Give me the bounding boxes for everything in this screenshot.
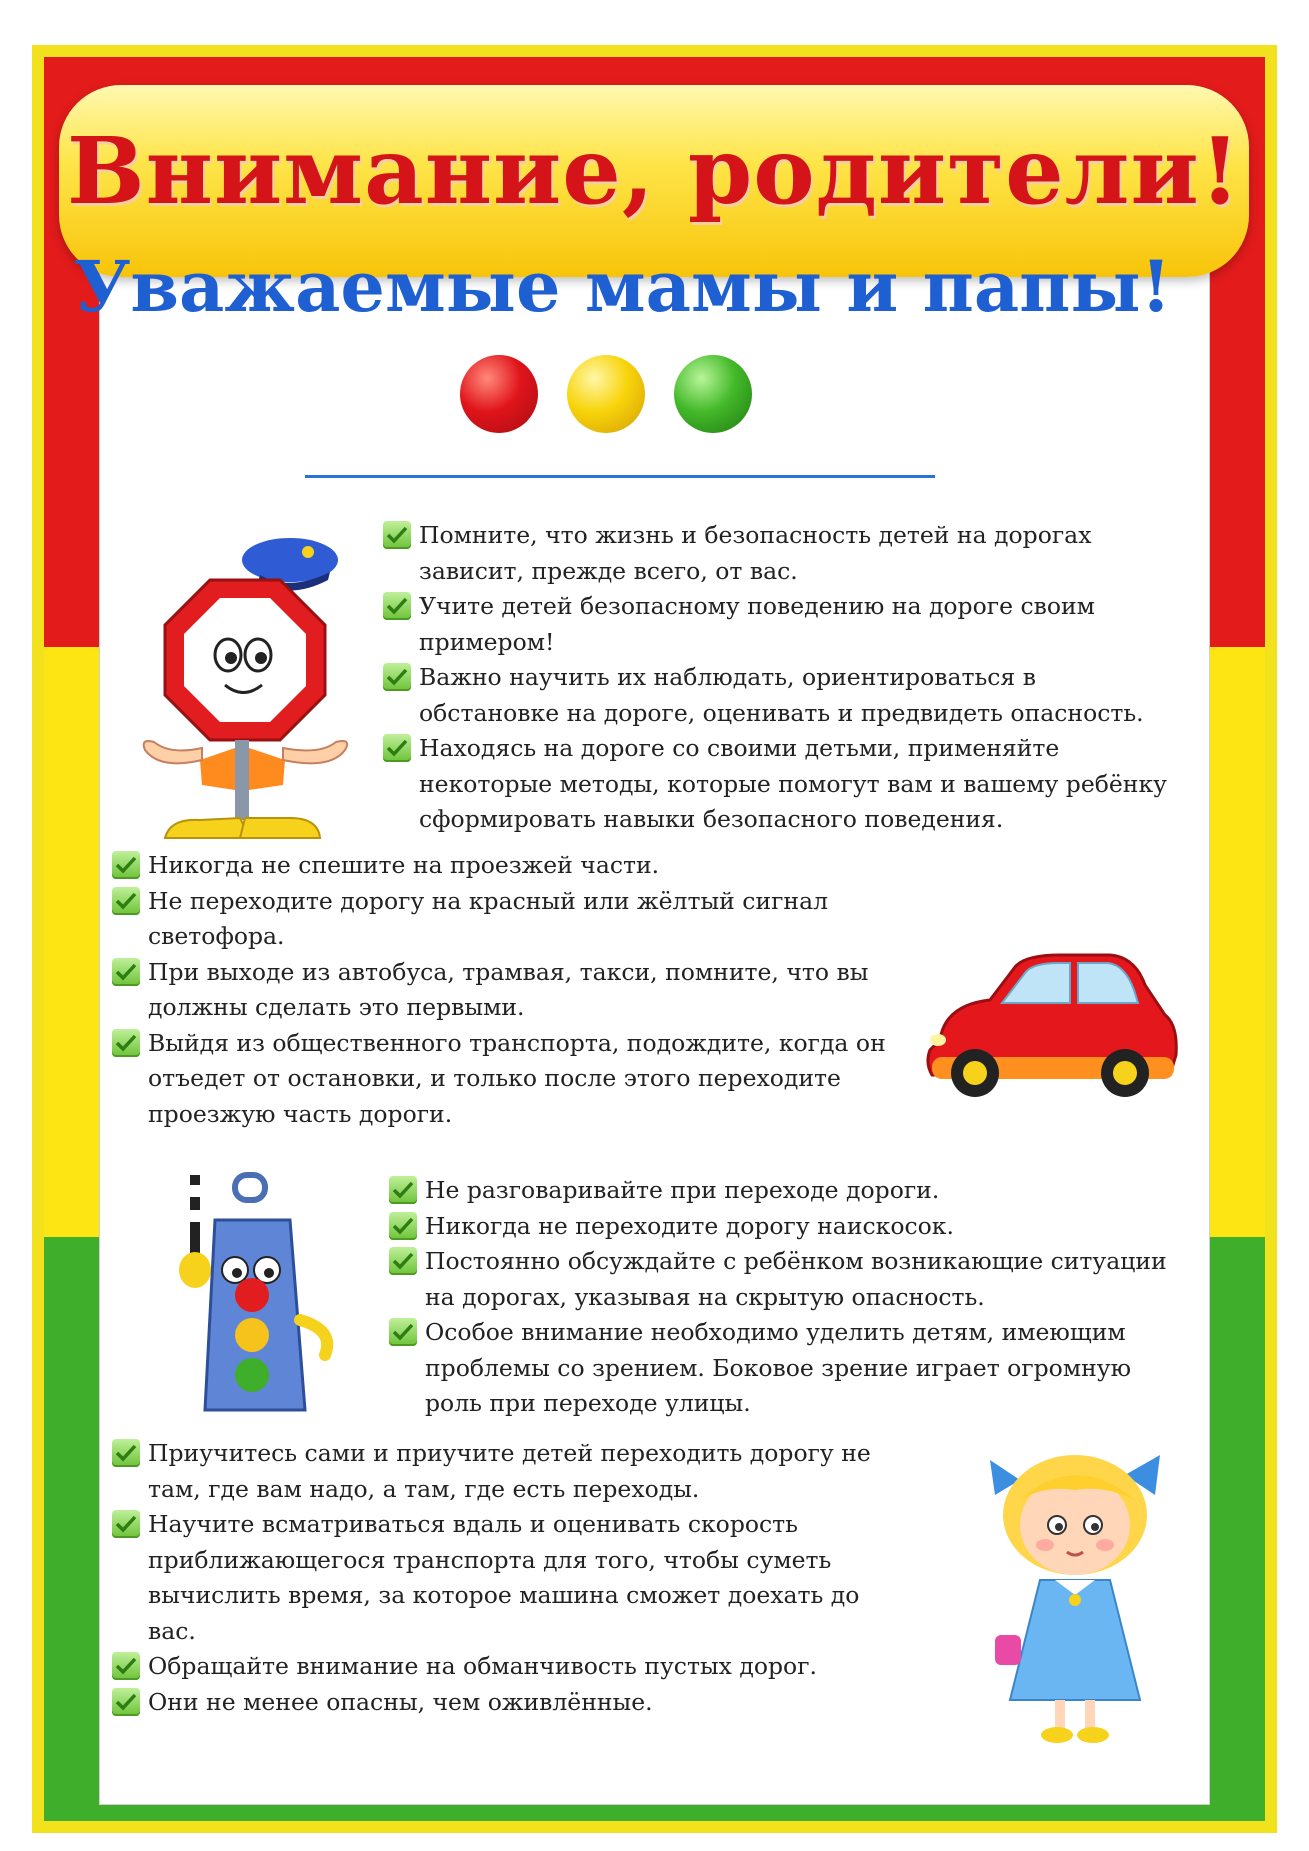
check-icon bbox=[112, 1439, 140, 1467]
tip-text: Научите всматриваться вдаль и оценивать скорость приближающегося транспорта для того, чтобы суметь вычислить время, за которое машина сможет доехать до вас. bbox=[148, 1510, 860, 1645]
tip-item bbox=[389, 1315, 1189, 1422]
check-icon bbox=[383, 592, 411, 620]
check-icon bbox=[112, 1652, 140, 1680]
tip-text: Важно научить их наблюдать, ориентироваться в обстановке на дороге, оценивать и предвидеть опасность. bbox=[419, 663, 1144, 727]
check-icon bbox=[389, 1318, 417, 1346]
check-icon bbox=[112, 1510, 140, 1538]
tip-text: Обращайте внимание на обманчивость пустых дорог. bbox=[148, 1652, 817, 1680]
tip-text: Никогда не спешите на проезжей части. bbox=[148, 851, 660, 879]
check-icon bbox=[112, 1688, 140, 1716]
tip-text: Постоянно обсуждайте с ребёнком возникающие ситуации на дорогах, указывая на скрытую опасность. bbox=[425, 1247, 1167, 1311]
tips-list-1 bbox=[383, 518, 1173, 838]
tip-item bbox=[383, 731, 1173, 838]
tip-item bbox=[383, 589, 1173, 660]
check-icon bbox=[112, 1029, 140, 1057]
tip-text: Они не менее опасны, чем оживлённые. bbox=[148, 1687, 653, 1716]
red-light-icon bbox=[460, 355, 538, 433]
tip-text: Находясь на дороге со своими детьми, применяйте некоторые методы, которые помогут вам и вашему ребёнку сформировать навыки безопасного поведения. bbox=[419, 734, 1167, 833]
tip-item bbox=[112, 884, 902, 955]
check-icon bbox=[112, 851, 140, 879]
tip-text: Выйдя из общественного транспорта, подождите, когда он отъедет от остановки, и только после этого переходите проезжую часть дороги. bbox=[148, 1028, 886, 1128]
tip-text: При выходе из автобуса, трамвая, такси, помните, что вы должны сделать это первыми. bbox=[148, 957, 869, 1021]
tip-text: Не переходите дорогу на красный или жёлтый сигнал светофора. bbox=[148, 886, 829, 950]
car-illustration bbox=[920, 945, 1182, 1110]
tip-item bbox=[383, 518, 1173, 589]
tip-item bbox=[389, 1209, 1189, 1245]
poster-subtitle: Уважаемые мамы и папы! bbox=[73, 245, 1172, 328]
green-light-icon bbox=[674, 355, 752, 433]
tips-list-2 bbox=[112, 848, 902, 1132]
check-icon bbox=[112, 887, 140, 915]
check-icon bbox=[383, 521, 411, 549]
tip-text: Особое внимание необходимо уделить детям, имеющим проблемы со зрением. Боковое зрение играет огромную роль при переходе улицы. bbox=[425, 1318, 1132, 1417]
check-icon bbox=[389, 1212, 417, 1240]
poster-title: Внимание, родители! bbox=[66, 117, 1242, 225]
check-icon bbox=[112, 958, 140, 986]
tips-list-4 bbox=[112, 1436, 902, 1720]
tip-item bbox=[389, 1244, 1189, 1315]
check-icon bbox=[389, 1247, 417, 1275]
tip-item bbox=[389, 1173, 1189, 1209]
tip-item bbox=[112, 848, 902, 884]
tip-item bbox=[112, 1685, 902, 1721]
check-icon bbox=[383, 734, 411, 762]
tip-item bbox=[383, 660, 1173, 731]
tip-text: Учите детей безопасному поведению на дороге своим примером! bbox=[419, 592, 1095, 656]
girl-illustration bbox=[975, 1430, 1175, 1750]
tip-text: Помните, что жизнь и безопасность детей на дорогах зависит, прежде всего, от вас. bbox=[419, 521, 1092, 585]
tip-text: Никогда не переходите дорогу наискосок. bbox=[425, 1211, 954, 1240]
tip-text: Не разговаривайте при переходе дороги. bbox=[425, 1176, 940, 1204]
tip-item bbox=[112, 1507, 902, 1649]
tip-item bbox=[112, 1026, 902, 1133]
tip-item bbox=[112, 1436, 902, 1507]
yellow-light-icon bbox=[567, 355, 645, 433]
tip-text: Приучитесь сами и приучите детей переходить дорогу не там, где вам надо, а там, где есть переходы. bbox=[148, 1439, 871, 1503]
stop-sign-character bbox=[140, 520, 370, 845]
tips-list-3 bbox=[389, 1173, 1189, 1422]
tip-item bbox=[112, 1649, 902, 1685]
traffic-light-character bbox=[175, 1170, 355, 1430]
check-icon bbox=[389, 1176, 417, 1204]
check-icon bbox=[383, 663, 411, 691]
tip-item bbox=[112, 955, 902, 1026]
divider-line bbox=[305, 475, 935, 478]
